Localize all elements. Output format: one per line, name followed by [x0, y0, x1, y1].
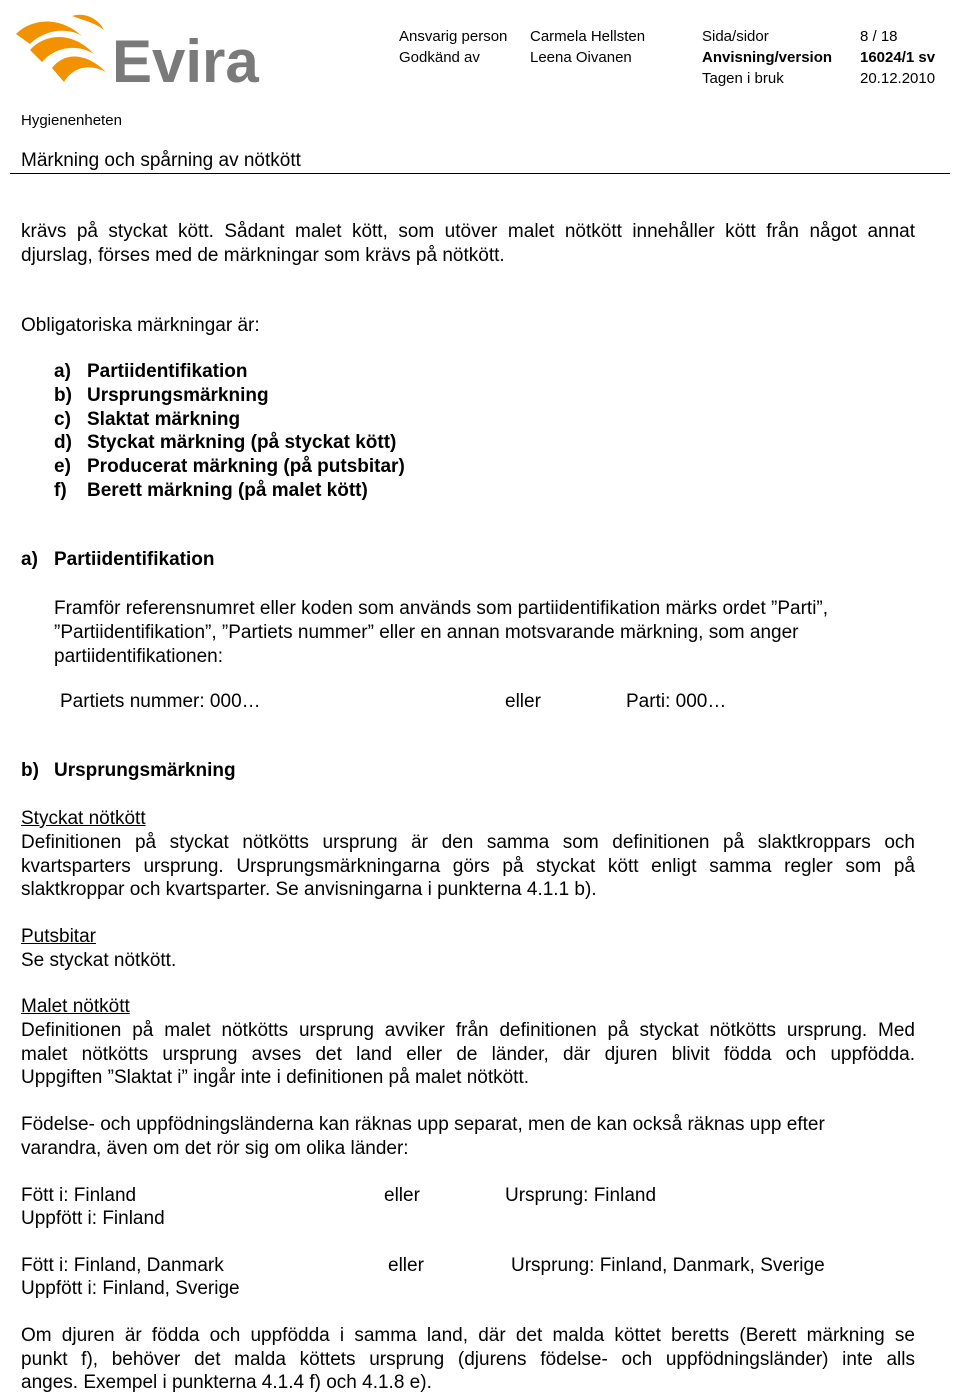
example2-or: eller	[388, 1255, 424, 1276]
section-b-title: Ursprungsmärkning	[54, 760, 236, 781]
section-a-line-2: ”Partiidentifikation”, ”Partiets nummer” eller en annan motsvarande märkning, som anger	[54, 622, 799, 643]
section-a-title: Partiidentifikation	[54, 549, 215, 570]
example1-born: Fött i: Finland	[21, 1185, 137, 1206]
list-item-text: Styckat märkning (på styckat kött)	[87, 432, 397, 453]
header-version-label: Anvisning/version	[702, 49, 833, 66]
header-in-use-value: 20.12.2010	[860, 70, 936, 87]
styckat-paragraph	[21, 831, 915, 902]
malet-line-2: malet nötkötts ursprung avses det land eller de länder, där djuren blivit födda och uppfödda.	[21, 1043, 915, 1065]
section-a-heading	[21, 549, 214, 571]
list-item-text: Producerat märkning (på putsbitar)	[87, 456, 405, 477]
birth-paragraph	[21, 1113, 915, 1160]
list-item	[54, 408, 240, 432]
final-paragraph	[21, 1324, 915, 1395]
list-item-label: c)	[54, 409, 71, 430]
section-b-label: b)	[21, 760, 39, 781]
list-item-text: Ursprungsmärkning	[87, 385, 269, 406]
final-line-1: Om djuren är födda och uppfödda i samma land, där det malda köttet beretts (Berett märkning se	[21, 1325, 915, 1346]
list-item-label: b)	[54, 385, 72, 406]
malet-heading: Malet nötkött	[21, 996, 130, 1017]
parti-example-or: eller	[505, 691, 541, 712]
document-title: Märkning och spårning av nötkött	[21, 150, 301, 171]
header-version-value: 16024/1 sv	[860, 49, 936, 66]
list-item-label: e)	[54, 456, 71, 477]
list-item	[54, 479, 368, 503]
example1-origin: Ursprung: Finland	[505, 1185, 657, 1206]
header-pages-value: 8 / 18	[860, 28, 898, 45]
intro-line-2: djurslag, förses med de märkningar som krävs på nötkött.	[21, 244, 505, 266]
example2-raised: Uppfött i: Finland, Sverige	[21, 1278, 240, 1299]
list-item-text: Partiidentifikation	[87, 361, 248, 382]
header-pages-label: Sida/sidor	[702, 28, 769, 45]
malet-paragraph	[21, 1019, 915, 1090]
list-item-label: a)	[54, 361, 71, 382]
section-a-paragraph	[54, 597, 915, 669]
example2-origin: Ursprung: Finland, Danmark, Sverige	[511, 1255, 825, 1276]
styckat-line-1: Definitionen på styckat nötkötts ursprung är den samma som definitionen på slaktkroppars och	[21, 832, 915, 853]
intro-line-1: krävs på styckat kött. Sådant malet kött, som utöver malet nötkött innehåller kött från något annat	[21, 221, 915, 242]
styckat-heading: Styckat nötkött	[21, 808, 146, 829]
final-line-2: punkt f), behöver det malda köttets ursprung (djurens födelse- och uppfödningsländer) inte alls	[21, 1348, 915, 1370]
puts-text: Se styckat nötkött.	[21, 950, 177, 971]
example1-or: eller	[384, 1185, 420, 1206]
header-approved-value: Leena Oivanen	[530, 49, 632, 66]
list-item	[54, 431, 396, 455]
malet-line-1: Definitionen på malet nötkötts ursprung avviker från definitionen på styckat nötkötts ursprung. Med	[21, 1020, 915, 1041]
header-unit: Hygienenheten	[21, 112, 122, 129]
section-a-line-1: Framför referensnumret eller koden som används som partiidentifikation märks ordet ”Parti”,	[54, 598, 829, 619]
header-approved-label: Godkänd av	[399, 49, 480, 66]
birth-line-2: varandra, även om det rör sig om olika länder:	[21, 1137, 409, 1159]
section-a-line-3: partiidentifikationen:	[54, 646, 223, 667]
styckat-line-3: slaktkroppar och kvartsparter. Se anvisningarna i punkterna 4.1.1 b).	[21, 879, 597, 900]
evira-swoosh-icon	[12, 10, 112, 90]
birth-line-1: Födelse- och uppfödningsländerna kan räknas upp separat, men de kan också räknas upp efter	[21, 1114, 825, 1135]
list-item	[54, 360, 247, 384]
intro-paragraph	[21, 220, 915, 267]
final-line-3: anges. Exempel i punkterna 4.1.4 f) och 4.1.8 e).	[21, 1372, 432, 1393]
section-a-label: a)	[21, 549, 38, 570]
parti-example-left: Partiets nummer: 000…	[60, 691, 261, 712]
header-in-use-label: Tagen i bruk	[702, 70, 784, 87]
list-item-text: Berett märkning (på malet kött)	[87, 480, 368, 501]
obligatory-heading: Obligatoriska märkningar är:	[21, 315, 260, 336]
list-item-label: d)	[54, 432, 72, 453]
evira-logo	[12, 10, 259, 95]
logo-wordmark: Evira	[112, 28, 259, 95]
puts-heading: Putsbitar	[21, 926, 96, 947]
styckat-line-2: kvartsparters ursprung. Ursprungsmärkningarna görs på styckat kött enligt samma regler som på	[21, 855, 915, 877]
malet-line-3: Uppgiften ”Slaktat i” ingår inte i definitionen på malet nötkött.	[21, 1067, 530, 1088]
list-item-label: f)	[54, 480, 67, 501]
list-item-text: Slaktat märkning	[87, 409, 241, 430]
header-divider	[10, 173, 950, 174]
parti-example-right: Parti: 000…	[626, 691, 727, 712]
section-b-heading	[21, 760, 236, 782]
list-item	[54, 455, 405, 479]
header-responsible-value: Carmela Hellsten	[530, 28, 646, 45]
example2-born: Fött i: Finland, Danmark	[21, 1255, 224, 1276]
list-item	[54, 384, 269, 408]
header-responsible-label: Ansvarig person	[399, 28, 508, 45]
example1-raised: Uppfött i: Finland	[21, 1208, 165, 1229]
